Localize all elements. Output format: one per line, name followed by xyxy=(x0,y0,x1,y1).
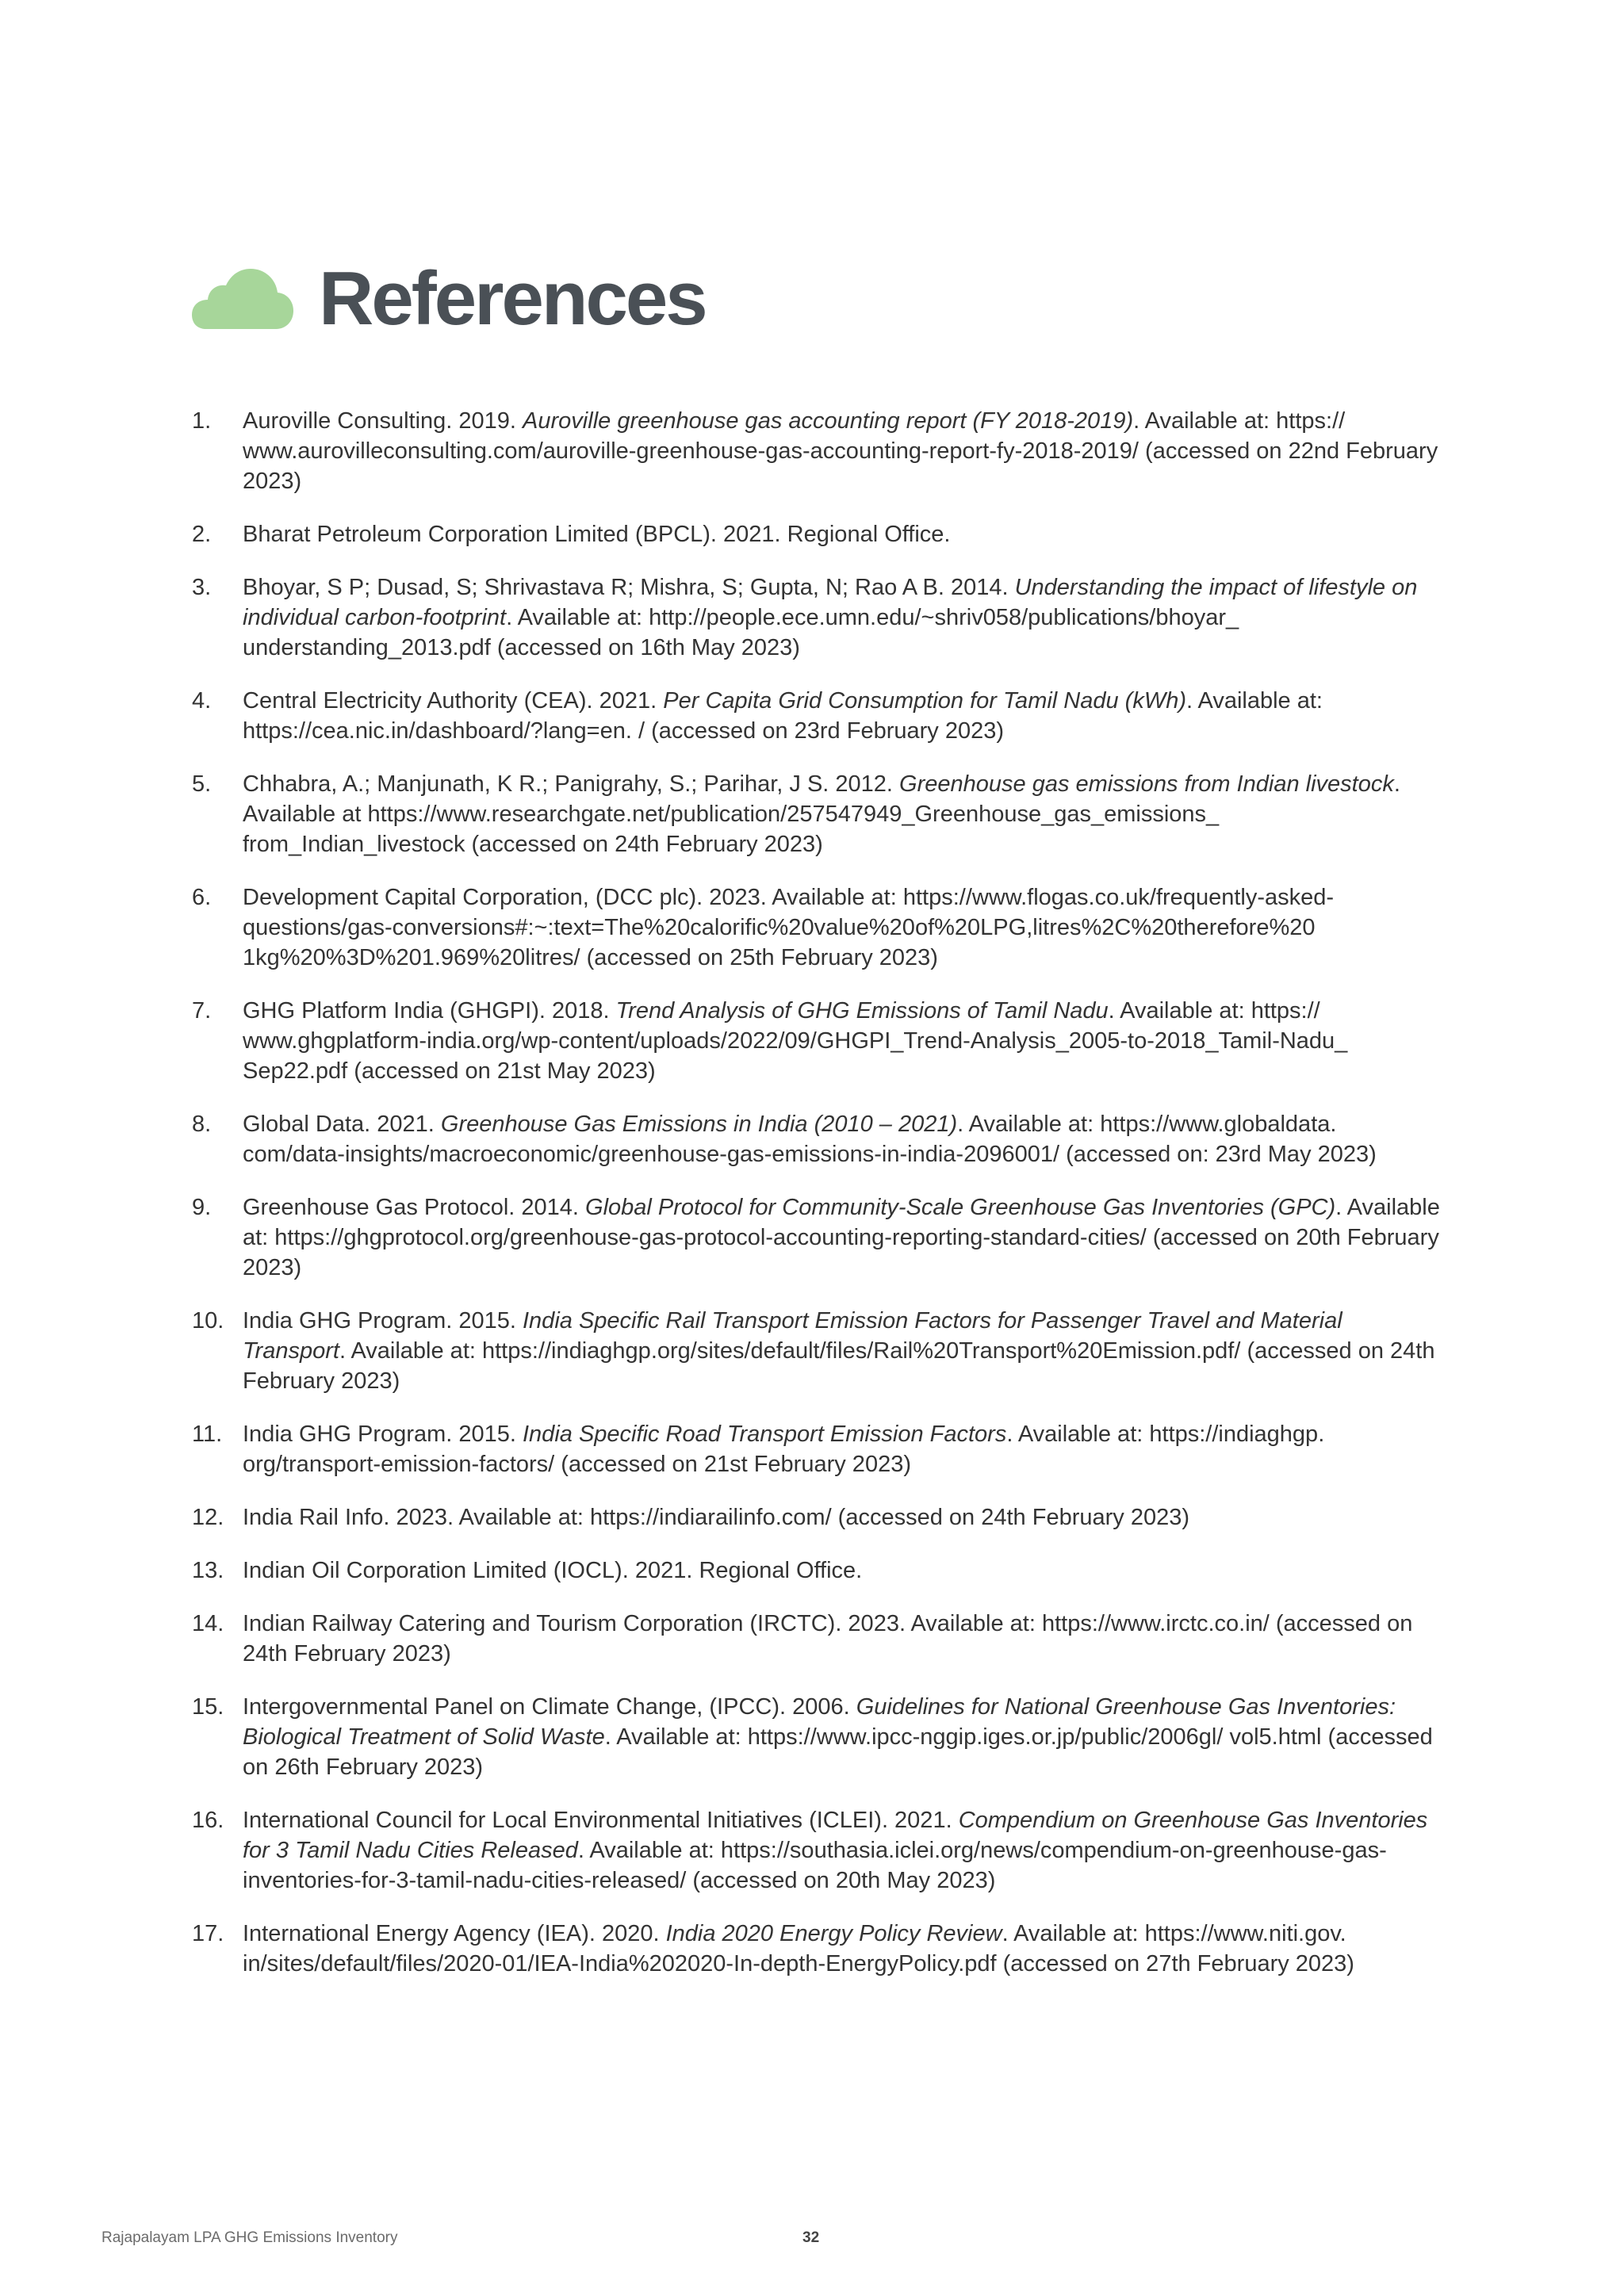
reference-text xyxy=(243,1502,1445,1533)
reference-text xyxy=(243,572,1445,663)
reference-authors: Bhoyar, S P; Dusad, S; Shrivastava R; Mishra, S; Gupta, N; Rao A B. 2014. xyxy=(243,575,1015,600)
reference-item xyxy=(192,686,1445,746)
reference-text xyxy=(243,519,1445,549)
reference-text xyxy=(243,406,1445,496)
reference-title: Understanding the impact of lifestyle on individual carbon-footprint xyxy=(243,575,1418,630)
reference-number: 12. xyxy=(192,1505,224,1530)
reference-item xyxy=(192,1919,1445,1979)
reference-item xyxy=(192,1109,1445,1169)
reference-source: . Available at: https://indiaghgp. org/transport-emission-factors/ (accessed on 21st February 2023) xyxy=(243,1422,1325,1477)
reference-text xyxy=(243,1609,1445,1669)
reference-number: 2. xyxy=(192,522,212,547)
reference-number: 10. xyxy=(192,1308,224,1334)
reference-text xyxy=(243,1919,1445,1979)
reference-number: 1. xyxy=(192,408,212,434)
reference-source: . Available at: https://www.globaldata. com/data-insights/macroeconomic/greenhouse-gas-emissions-in-india-2096001/ (accessed on: 23rd May 2023) xyxy=(243,1112,1377,1167)
reference-authors: Greenhouse Gas Protocol. 2014. xyxy=(243,1195,586,1220)
reference-title: Global Protocol for Community-Scale Greenhouse Gas Inventories (GPC) xyxy=(585,1195,1336,1220)
reference-authors: India Rail Info. 2023. Available at: https://indiarailinfo.com/ (accessed on 24th February 2023) xyxy=(243,1505,1189,1530)
reference-authors: Central Electricity Authority (CEA). 2021. xyxy=(243,688,664,714)
reference-authors: Indian Railway Catering and Tourism Corporation (IRCTC). 2023. Available at: https://www.irctc.co.in/ (accessed on 24th February 2023) xyxy=(243,1611,1413,1667)
reference-source: . Available at: https://www.niti.gov. in/sites/default/files/2020-01/IEA-India%202020-In-depth-EnergyPolicy.pdf (accessed on 27th February 2023) xyxy=(243,1921,1354,1976)
reference-title: India Specific Road Transport Emission Factors xyxy=(523,1422,1007,1447)
reference-text xyxy=(243,1306,1445,1396)
reference-authors: Global Data. 2021. xyxy=(243,1112,441,1137)
reference-text xyxy=(243,996,1445,1086)
reference-title: Per Capita Grid Consumption for Tamil Nadu (kWh) xyxy=(663,688,1186,714)
reference-item xyxy=(192,1502,1445,1533)
page-header xyxy=(192,255,706,342)
reference-number: 4. xyxy=(192,688,212,714)
reference-authors: GHG Platform India (GHGPI). 2018. xyxy=(243,998,616,1024)
reference-text xyxy=(243,1692,1445,1782)
reference-source: . Available at: https:// www.ghgplatform-india.org/wp-content/uploads/2022/09/GHGPI_Trend-Analysis_2005-to-2018_Tamil-Nadu_ Sep22.pdf (accessed on 21st May 2023) xyxy=(243,998,1348,1084)
reference-number: 3. xyxy=(192,575,212,600)
reference-source: . Available at: http://people.ece.umn.edu/~shriv058/publications/bhoyar_ understanding_2013.pdf (accessed on 16th May 2023) xyxy=(243,605,1239,660)
reference-source: . Available at: https://cea.nic.in/dashboard/?lang=en. / (accessed on 23rd February 2023) xyxy=(243,688,1323,744)
reference-text xyxy=(243,686,1445,746)
reference-number: 11. xyxy=(192,1422,223,1447)
reference-item xyxy=(192,1419,1445,1479)
reference-number: 7. xyxy=(192,998,212,1024)
reference-number: 6. xyxy=(192,885,212,910)
reference-source: . Available at: https://southasia.iclei.org/news/compendium-on-greenhouse-gas-inventories-for-3-tamil-nadu-cities-released/ (accessed on 20th May 2023) xyxy=(243,1838,1387,1893)
reference-source: . Available at: https://www.ipcc-nggip.iges.or.jp/public/2006gl/ vol5.html (accessed on 26th February 2023) xyxy=(243,1724,1433,1780)
reference-source: . Available at: https://indiaghgp.org/sites/default/files/Rail%20Transport%20Emission.pdf/ (accessed on 24th February 2023) xyxy=(243,1338,1435,1394)
reference-number: 16. xyxy=(192,1808,224,1833)
reference-authors: Indian Oil Corporation Limited (IOCL). 2021. Regional Office. xyxy=(243,1558,863,1583)
reference-item xyxy=(192,406,1445,496)
reference-item xyxy=(192,1609,1445,1669)
reference-item xyxy=(192,519,1445,549)
page-title: References xyxy=(319,256,706,341)
reference-text xyxy=(243,1109,1445,1169)
reference-number: 17. xyxy=(192,1921,224,1946)
reference-title: Guidelines for National Greenhouse Gas Inventories: Biological Treatment of Solid Waste xyxy=(243,1694,1396,1750)
reference-authors: Intergovernmental Panel on Climate Change, (IPCC). 2006. xyxy=(243,1694,856,1720)
footer-page-number: 32 xyxy=(802,2229,820,2246)
reference-item xyxy=(192,1692,1445,1782)
reference-title: Trend Analysis of GHG Emissions of Tamil Nadu xyxy=(615,998,1109,1024)
reference-authors: Development Capital Corporation, (DCC plc). 2023. Available at: https://www.flogas.co.uk/frequently-asked-questions/gas-conversions#:~:text=The%20calorific%20value%20of%20LPG,litres%2C%20therefore%20 1kg%20%3D%201.969%20litres/ (accessed on 25th February 2023) xyxy=(243,885,1335,970)
reference-text xyxy=(243,1419,1445,1479)
reference-title: India Specific Rail Transport Emission Factors for Passenger Travel and Material Transport xyxy=(243,1308,1342,1364)
reference-title: Auroville greenhouse gas accounting report (FY 2018-2019) xyxy=(523,408,1134,434)
reference-number: 15. xyxy=(192,1694,224,1720)
reference-authors: International Energy Agency (IEA). 2020. xyxy=(243,1921,666,1946)
reference-list xyxy=(192,406,1445,2002)
reference-item xyxy=(192,572,1445,663)
reference-title: India 2020 Energy Policy Review xyxy=(665,1921,1002,1946)
reference-source: . Available at https://www.researchgate.net/publication/257547949_Greenhouse_gas_emissions_ from_Indian_livestock (accessed on 24th February 2023) xyxy=(243,771,1400,857)
cloud-icon xyxy=(192,267,293,331)
reference-source: . Available at: https:// www.aurovilleconsulting.com/auroville-greenhouse-gas-accounting-report-fy-2018-2019/ (accessed on 22nd February 2023) xyxy=(243,408,1438,494)
reference-authors: Bharat Petroleum Corporation Limited (BPCL). 2021. Regional Office. xyxy=(243,522,951,547)
reference-authors: Chhabra, A.; Manjunath, K R.; Panigrahy, S.; Parihar, J S. 2012. xyxy=(243,771,900,797)
reference-title: Greenhouse gas emissions from Indian livestock xyxy=(899,771,1394,797)
reference-item xyxy=(192,769,1445,859)
reference-number: 13. xyxy=(192,1558,224,1583)
reference-title: Greenhouse Gas Emissions in India (2010 – 2021) xyxy=(440,1112,958,1137)
reference-authors: India GHG Program. 2015. xyxy=(243,1422,523,1447)
reference-title: Compendium on Greenhouse Gas Inventories for 3 Tamil Nadu Cities Released xyxy=(243,1808,1428,1863)
reference-text xyxy=(243,1192,1445,1283)
reference-item xyxy=(192,1556,1445,1586)
reference-item xyxy=(192,882,1445,973)
reference-item xyxy=(192,1306,1445,1396)
reference-text xyxy=(243,769,1445,859)
reference-number: 9. xyxy=(192,1195,212,1220)
reference-number: 8. xyxy=(192,1112,212,1137)
reference-authors: International Council for Local Environmental Initiatives (ICLEI). 2021. xyxy=(243,1808,959,1833)
reference-text xyxy=(243,882,1445,973)
reference-authors: Auroville Consulting. 2019. xyxy=(243,408,523,434)
reference-text xyxy=(243,1805,1445,1896)
footer-document-name: Rajapalayam LPA GHG Emissions Inventory xyxy=(102,2229,398,2246)
reference-item xyxy=(192,1192,1445,1283)
reference-number: 14. xyxy=(192,1611,224,1636)
reference-authors: India GHG Program. 2015. xyxy=(243,1308,523,1334)
reference-item xyxy=(192,1805,1445,1896)
reference-item xyxy=(192,996,1445,1086)
reference-text xyxy=(243,1556,1445,1586)
reference-source: . Available at: https://ghgprotocol.org/greenhouse-gas-protocol-accounting-reporting-standard-cities/ (accessed on 20th February 2023) xyxy=(243,1195,1440,1280)
reference-number: 5. xyxy=(192,771,212,797)
